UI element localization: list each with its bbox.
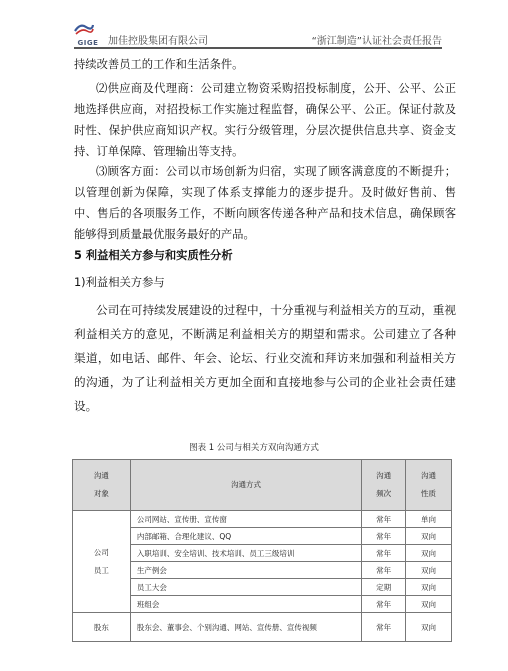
paragraph-customers: ⑶顾客方面：公司以市场创新为归宿，实现了顾客满意度的不断提升；以管理创新为保障，实现了体系支撑能力的逐步提升。及时做好售前、售中、售后的各项服务工作，不断向顾客传递各种产品和技术信息，确保顾客能够得到质量最优服务最好的产品。 xyxy=(74,165,456,241)
cell-frequency: 常年 xyxy=(362,511,406,528)
paragraph-stakeholders: 公司在可持续发展建设的过程中，十分重视与利益相关方的互动，重视利益相关方的意见，不断满足利益相关方的期望和需求。公司建立了各种渠道，如电话、邮件、年会、论坛、行业交流和拜访来加强和利益相关方的沟通，为了让利益相关方更加全面和直接地参与公司的企业社会责任建设。 xyxy=(74,303,456,413)
cell-frequency: 常年 xyxy=(362,528,406,545)
cell-nature: 双向 xyxy=(406,596,452,613)
cell-nature: 双向 xyxy=(406,528,452,545)
table-row xyxy=(73,613,452,642)
cell-method: 员工大会 xyxy=(130,579,361,596)
cell-nature: 双向 xyxy=(406,579,452,596)
cell-method: 内部邮箱、合理化建议、QQ xyxy=(130,528,361,545)
table-caption: 图表 1 公司与相关方双向沟通方式 xyxy=(189,443,319,453)
paragraph-suppliers: ⑵供应商及代理商：公司建立物资采购招投标制度，公开、公平、公正地选择供应商，对招投标工作实施过程监督，确保公平、公正。保证付款及时性、保护供应商知识产权。实行分级管理，分层次提供信息共享、资金支持、订单保障、管理输出等支持。 xyxy=(74,82,456,158)
report-title: “浙江制造”认证社会责任报告 xyxy=(311,36,442,47)
cell-frequency: 常年 xyxy=(362,545,406,562)
section-heading: 5 利益相关方参与和实质性分析 xyxy=(74,249,233,262)
header-object: 沟通 对象 xyxy=(73,460,131,511)
cell-frequency: 常年 xyxy=(362,596,406,613)
header-method: 沟通方式 xyxy=(130,460,361,511)
cell-method: 公司网站、宣传册、宣传窗 xyxy=(130,511,361,528)
table-row xyxy=(73,511,452,528)
company-logo xyxy=(74,20,102,46)
page-header xyxy=(74,14,442,48)
cell-nature: 双向 xyxy=(406,562,452,579)
cell-frequency: 常年 xyxy=(362,562,406,579)
header-frequency: 沟通 频次 xyxy=(362,460,406,511)
cell-frequency: 常年 xyxy=(362,613,406,642)
header-divider xyxy=(74,47,442,49)
cell-frequency: 定期 xyxy=(362,579,406,596)
cell-method: 班组会 xyxy=(130,596,361,613)
cell-nature: 单向 xyxy=(406,511,452,528)
cell-nature: 双向 xyxy=(406,545,452,562)
table-header-row xyxy=(73,460,452,511)
logo-text: GIGE xyxy=(77,39,99,47)
company-name: 加佳控股集团有限公司 xyxy=(108,36,208,47)
logo-wave-icon xyxy=(74,22,94,35)
header-nature: 沟通 性质 xyxy=(406,460,452,511)
cell-method: 入职培训、安全培训、技术培训、员工三级培训 xyxy=(130,545,361,562)
group-shareholders: 股东 xyxy=(73,613,131,642)
group-employees: 公司 员工 xyxy=(73,511,131,613)
paragraph-1: 持续改善员工的工作和生活条件。 xyxy=(74,58,244,71)
subsection-heading: 1)利益相关方参与 xyxy=(74,276,165,289)
cell-nature: 双向 xyxy=(406,613,452,642)
cell-method: 生产例会 xyxy=(130,562,361,579)
communication-table xyxy=(72,459,452,642)
cell-method: 股东会、董事会、个别沟通、网站、宣传册、宣传视频 xyxy=(130,613,361,642)
